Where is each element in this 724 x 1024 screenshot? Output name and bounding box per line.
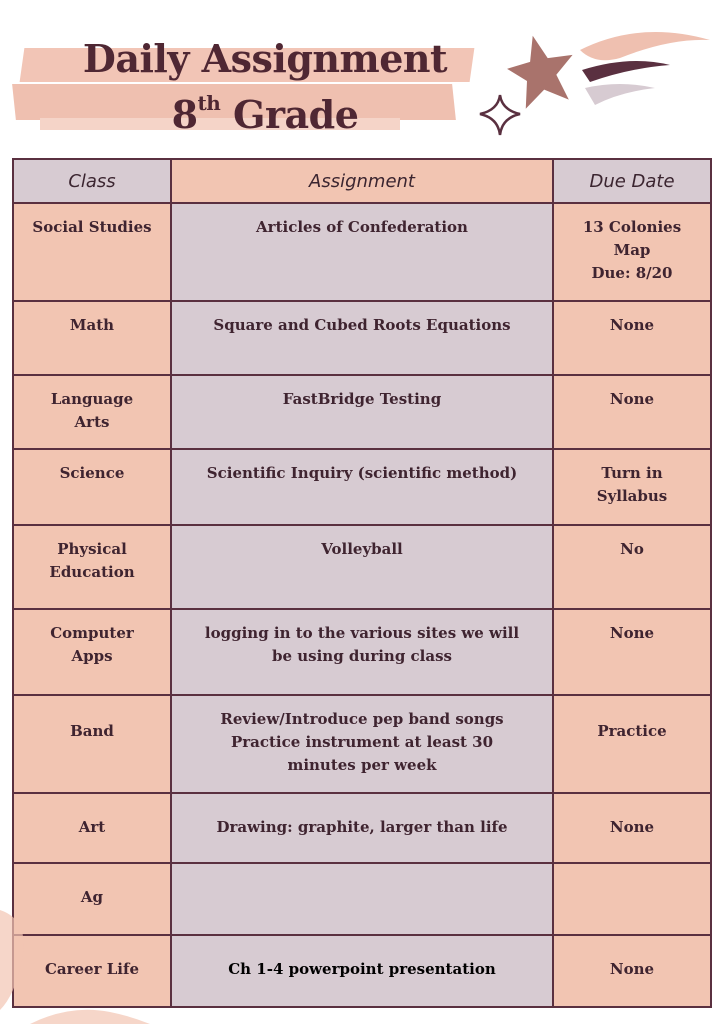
assignment-cell: Review/Introduce pep band songs Practice instrument at least 30 minutes per week xyxy=(171,695,553,793)
class-cell: Science xyxy=(13,449,171,525)
table-row xyxy=(13,375,711,449)
shooting-star-decoration xyxy=(470,10,720,140)
due-date-cell: 13 Colonies Map Due: 8/20 xyxy=(553,203,711,301)
sparkle-icon xyxy=(480,95,520,135)
class-cell: Math xyxy=(13,301,171,375)
due-date-cell: No xyxy=(553,525,711,609)
table-row xyxy=(13,525,711,609)
table-header-row xyxy=(13,159,711,203)
page-title: Daily Assignment xyxy=(82,36,448,81)
class-cell: Computer Apps xyxy=(13,609,171,695)
table-row xyxy=(13,935,711,1007)
column-header-class: Class xyxy=(13,159,171,203)
class-cell: Physical Education xyxy=(13,525,171,609)
table-row xyxy=(13,203,711,301)
header xyxy=(0,0,724,150)
assignment-cell: Scientific Inquiry (scientific method) xyxy=(171,449,553,525)
table-row xyxy=(13,695,711,793)
due-date-cell xyxy=(553,863,711,935)
class-cell: Ag xyxy=(13,863,171,935)
table-row xyxy=(13,301,711,375)
page-subtitle: 8th Grade xyxy=(171,91,359,137)
class-cell: Language Arts xyxy=(13,375,171,449)
assignment-table xyxy=(12,158,712,1008)
bottom-decoration xyxy=(30,1004,150,1024)
class-cell: Band xyxy=(13,695,171,793)
due-date-cell: Practice xyxy=(553,695,711,793)
assignment-cell: FastBridge Testing xyxy=(171,375,553,449)
shooting-star-streak-icon xyxy=(580,32,710,105)
table-row xyxy=(13,449,711,525)
due-date-cell: None xyxy=(553,609,711,695)
table-row xyxy=(13,793,711,863)
due-date-cell: Turn in Syllabus xyxy=(553,449,711,525)
class-cell: Social Studies xyxy=(13,203,171,301)
table-row xyxy=(13,609,711,695)
assignment-cell: Drawing: graphite, larger than life xyxy=(171,793,553,863)
assignment-cell: logging in to the various sites we will be using during class xyxy=(171,609,553,695)
table-row xyxy=(13,863,711,935)
assignment-cell: Square and Cubed Roots Equations xyxy=(171,301,553,375)
assignment-cell: Volleyball xyxy=(171,525,553,609)
column-header-due-date: Due Date xyxy=(553,159,711,203)
class-cell: Career Life xyxy=(13,935,171,1007)
due-date-cell: None xyxy=(553,793,711,863)
column-header-assignment: Assignment xyxy=(171,159,553,203)
due-date-cell: None xyxy=(553,301,711,375)
assignment-cell: Ch 1-4 powerpoint presentation xyxy=(171,935,553,1007)
class-cell: Art xyxy=(13,793,171,863)
assignment-cell: Articles of Confederation xyxy=(171,203,553,301)
assignment-cell xyxy=(171,863,553,935)
star-icon xyxy=(501,28,581,110)
due-date-cell: None xyxy=(553,375,711,449)
due-date-cell: None xyxy=(553,935,711,1007)
